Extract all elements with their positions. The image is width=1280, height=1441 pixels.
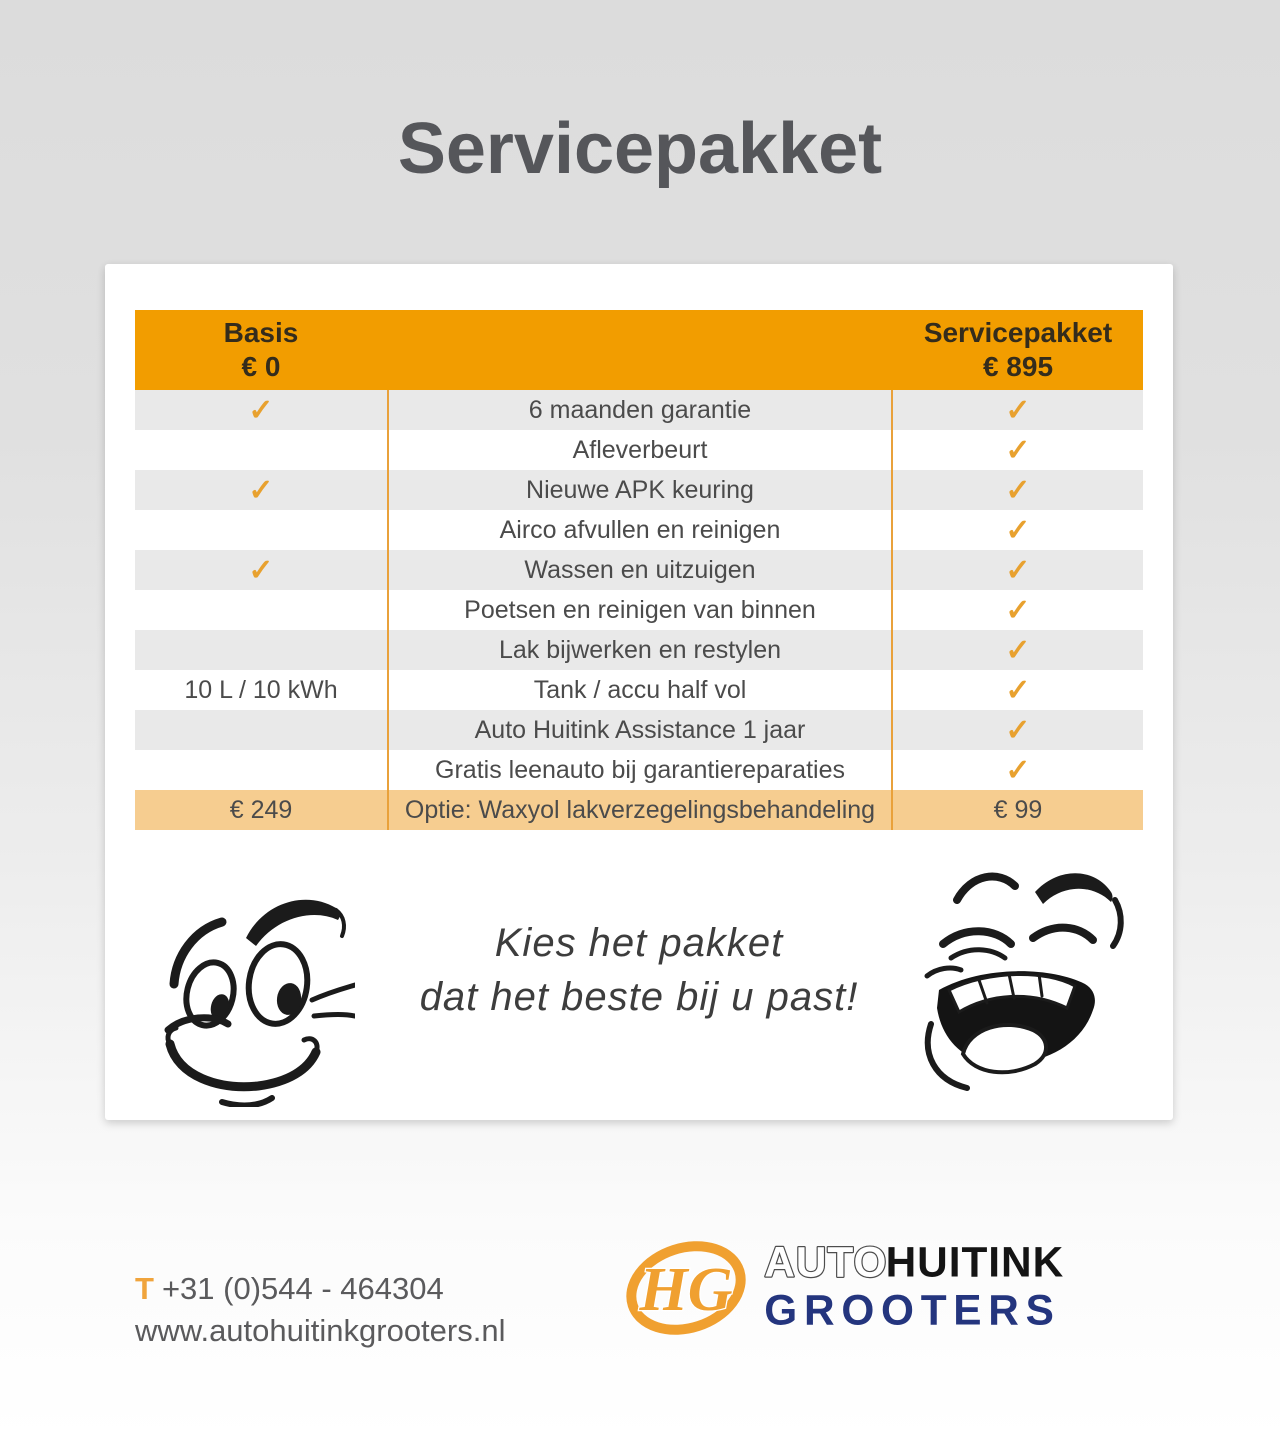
tagline-line2: dat het beste bij u past! xyxy=(419,975,859,1019)
table-header-row xyxy=(135,310,1143,390)
hg-monogram-badge-icon xyxy=(620,1232,752,1344)
logo-wordmark xyxy=(762,1236,1094,1340)
footer-contact xyxy=(135,1268,505,1352)
basis-check: ✓ xyxy=(248,553,274,587)
row-label: Afleverbeurt xyxy=(387,430,893,470)
row-label: Wassen en uitzuigen xyxy=(387,550,893,590)
phone-prefix: T xyxy=(135,1271,154,1306)
header-servicepakket-title: Servicepakket xyxy=(923,317,1113,348)
row-label: 6 maanden garantie xyxy=(387,390,893,430)
header-servicepakket-price: € 895 xyxy=(982,351,1054,382)
website: www.autohuitinkgrooters.nl xyxy=(135,1313,506,1348)
service-check: ✓ xyxy=(1005,433,1031,467)
table-row xyxy=(135,470,1143,510)
phone-number: +31 (0)544 - 464304 xyxy=(161,1271,444,1306)
service-check: ✓ xyxy=(1005,753,1031,787)
table-row xyxy=(135,590,1143,630)
table-row xyxy=(135,430,1143,470)
company-logo xyxy=(620,1232,1094,1344)
service-check: ✓ xyxy=(1005,713,1031,747)
row-label: Nieuwe APK keuring xyxy=(387,470,893,510)
logo-monogram: HG xyxy=(639,1256,733,1324)
service-check: ✓ xyxy=(1005,393,1031,427)
logo-word-auto: AUTO xyxy=(764,1238,888,1286)
header-basis xyxy=(135,310,387,390)
page-title: Servicepakket xyxy=(397,109,883,189)
basis-check xyxy=(135,710,387,750)
basis-check: ✓ xyxy=(248,473,274,507)
table-row xyxy=(135,750,1143,790)
laughing-smiley-face-icon xyxy=(917,856,1132,1091)
tagline-line1: Kies het pakket xyxy=(494,921,784,965)
row-label: Gratis leenauto bij garantiereparaties xyxy=(387,750,893,790)
table-row xyxy=(135,510,1143,550)
basis-check xyxy=(135,590,387,630)
row-label: Poetsen en reinigen van binnen xyxy=(387,590,893,630)
header-basis-price: € 0 xyxy=(241,351,281,382)
table-row xyxy=(135,710,1143,750)
row-label: Airco afvullen en reinigen xyxy=(387,510,893,550)
basis-check xyxy=(135,630,387,670)
phone-line xyxy=(135,1268,505,1310)
table-row xyxy=(135,550,1143,590)
option-row-label: Optie: Waxyol lakverzegelingsbehandeling xyxy=(387,790,893,830)
basis-check xyxy=(135,430,387,470)
service-check: ✓ xyxy=(1005,513,1031,547)
basis-option-price: € 249 xyxy=(229,795,293,824)
logo-word-huitink: HUITINK xyxy=(885,1238,1065,1286)
table-row xyxy=(135,670,1143,710)
header-basis-title: Basis xyxy=(223,317,299,348)
pricing-table xyxy=(135,310,1143,830)
service-check: ✓ xyxy=(1005,553,1031,587)
service-check: ✓ xyxy=(1005,673,1031,707)
service-option-price: € 99 xyxy=(993,795,1043,824)
header-servicepakket xyxy=(893,310,1143,390)
row-label: Lak bijwerken en restylen xyxy=(387,630,893,670)
basis-check: ✓ xyxy=(248,393,274,427)
basis-value: 10 L / 10 kWh xyxy=(184,675,338,704)
content-card xyxy=(105,264,1173,1120)
table-body xyxy=(135,390,1143,830)
table-row-option xyxy=(135,790,1143,830)
table-row xyxy=(135,390,1143,430)
row-label: Auto Huitink Assistance 1 jaar xyxy=(387,710,893,750)
service-check: ✓ xyxy=(1005,633,1031,667)
service-check: ✓ xyxy=(1005,473,1031,507)
basis-check xyxy=(135,510,387,550)
row-label: Tank / accu half vol xyxy=(387,670,893,710)
table-row xyxy=(135,630,1143,670)
service-check: ✓ xyxy=(1005,593,1031,627)
basis-check xyxy=(135,750,387,790)
logo-word-grooters: GROOTERS xyxy=(764,1286,1061,1334)
header-spacer xyxy=(387,310,893,390)
